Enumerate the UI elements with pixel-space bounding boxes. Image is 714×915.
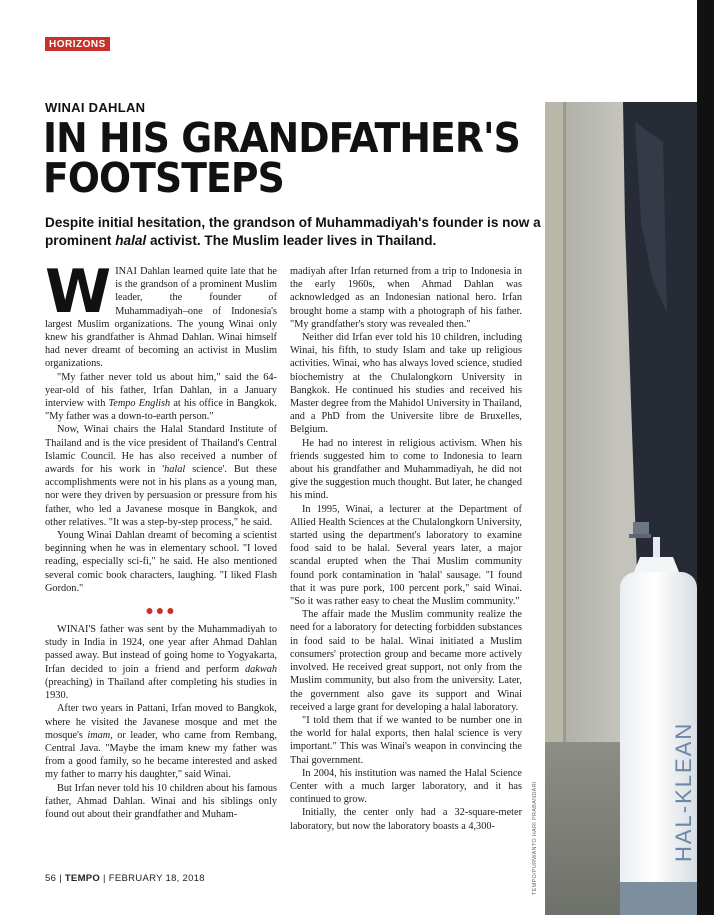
page-number: 56	[45, 873, 57, 884]
paragraph	[45, 257, 277, 371]
italic-text: imam	[87, 729, 111, 741]
text-column-right	[290, 265, 522, 833]
paragraph: He had no interest in religious activism. When his friends suggested him to come to Indonesia to learn about his grandfather and Muhammadiyah, he did not give the suggestion much thought. But later, he changed his mind.	[290, 437, 522, 502]
paragraph	[45, 371, 277, 424]
bottle-label: HAL-KLEAN	[671, 721, 696, 862]
paragraph-text: INAI Dahlan learned quite late that he is the grandson of a prominent Muslim leader, the founder of Muhammadiyah–one of Indonesia's largest Muslim organizations. The young Winai only knew his grandfather is Ahmad Dahlan. Winai himself had never dreamt of becoming an activist in Muslim organizations.	[45, 266, 277, 370]
paragraph: madiyah after Irfan returned from a trip to Indonesia in the early 1960s, when Ahmad Dahlan was acknowledged as an Indonesian national hero. Irfan brought home a stamp with a photograph of his father. "My grandfather's story was revealed then."	[290, 266, 522, 330]
paragraph-text: science'. But these accomplishments were not in his plans as a young man, nor were they driven by persuasion or pressure from his father, who led a Javanese mosque in Bangkok, and other relatives. "It was a step-by-step process," he said.	[45, 464, 277, 528]
paragraph-text: Now, Winai chairs the Halal Standard Institute of Thailand and is the vice president of Thailand's Central Islamic Council. He has also received a number of awards for his work in '	[45, 424, 277, 476]
paragraph: The affair made the Muslim community realize the need for a laboratory for detecting forbidden substances in food said to be halal. Winai initiated a Muslim consumers' protection group and became more actively involved. He received great support, not only from the Muslim community, but also from the university. Later, the government also gave its support and Winai received a large grant for developing a halal laboratory.	[290, 609, 522, 713]
paragraph: In 1995, Winai, a lecturer at the Department of Allied Health Sciences at the Chulalongkorn University, started using the department's laboratory to examine food said to be halal. Several years later, a major scandal erupted when the Thai Muslim community found pork contamination in 'halal' sausage. "I found that it was pure pork, 100 percent pork," said Winai. "So it was rather easy to cheat the Muslim community."	[290, 503, 522, 608]
article-photo	[545, 102, 697, 915]
photo-credit-text: TEMPO/PURWANTO HARI PRABANDARI	[532, 781, 538, 895]
italic-text: halal	[164, 464, 186, 476]
deck-text-1: Despite initial hesitation, the grandson of Muhammadiyah's founder is now a prominent	[45, 215, 541, 248]
paragraph: But Irfan never told his 10 children about his famous father, Ahmad Dahlan. Winai and his siblings only found out about their grandfather and Muham-	[45, 782, 277, 820]
article-deck	[45, 214, 555, 250]
photo-credit	[532, 735, 542, 895]
publication-name: TEMPO	[64, 873, 101, 884]
paragraph: Neither did Irfan ever told his 10 children, including Winai, his fifth, to study Islam and take up religious activities. Winai, who has always loved science, studied biochemistry at the Chulalongkorn University in Bangkok. He continued his studies and received his Master degree from the Mahidol University in Thailand, and a PhD from the Universite libre de Bruxelles, Belgium.	[290, 332, 523, 436]
section-tag: HORIZONS	[45, 37, 110, 51]
paragraph-text: , or leader, who came from Rembang, Central Java. "Maybe the imam knew my father was from a good family, so he became interested and asked my father to marry his daughter," said Winai.	[45, 729, 277, 781]
paragraph	[45, 423, 277, 529]
issue-date: FEBRUARY 18, 2018	[108, 873, 205, 884]
paragraph: Young Winai Dahlan dreamt of becoming a scientist beginning when he was in elementary school. "I loved reading, especially sci-fi," he said. He also mentioned several comic book characters, laughing. "I liked Flash Gordon."	[45, 530, 277, 594]
section-separator: ●●●	[145, 602, 177, 619]
paragraph-text: at his office in Bangkok. "My father was a down-to-earth person."	[45, 398, 277, 423]
italic-text: dakwah	[244, 663, 277, 675]
drop-cap: W	[45, 257, 112, 327]
paragraph-text: After two years in Pattani, Irfan moved to Bangkok, where he visited the Javanese mosque and met the mosque's	[45, 703, 277, 741]
paragraph-text: (preaching) in Thailand after completing his studies in 1930.	[45, 676, 277, 702]
italic-text: Tempo English	[108, 398, 171, 410]
page-footer: 56 | TEMPO | FEBRUARY 18, 2018	[45, 873, 205, 884]
paragraph: In 2004, his institution was named the Halal Science Center with a much larger laboratory, and it has continued to grow.	[290, 767, 522, 806]
text-column-left	[45, 257, 277, 821]
paragraph	[45, 702, 277, 781]
viewer-edge	[697, 0, 714, 915]
article-headline: IN HIS GRANDFATHER'S FOOTSTEPS	[43, 114, 520, 202]
deck-italic: halal	[115, 233, 147, 248]
paragraph	[45, 623, 277, 702]
paragraph-text: WINAI'S father was sent by the Muhammadiyah to study in India in 1924, one year after Ahmad Dahlan passed away. But instead of going home to Yogyakarta, Irfan decided to join a friend and perform	[45, 624, 277, 675]
deck-text-2: activist. The Muslim leader lives in Thailand.	[146, 233, 437, 248]
paragraph: "I told them that if we wanted to be number one in the world for halal exports, then halal science is very important." This was Winai's weapon in convincing the Thai government.	[290, 714, 522, 766]
paragraph-text: "My father never told us about him," said the 64-year-old of his father, Irfan Dahlan, in a January interview with	[45, 371, 277, 410]
paragraph: Initially, the center only had a 32-square-meter laboratory, but now the laboratory boasts a 4,300-	[290, 807, 522, 832]
article-kicker: WINAI DAHLAN	[45, 100, 146, 115]
